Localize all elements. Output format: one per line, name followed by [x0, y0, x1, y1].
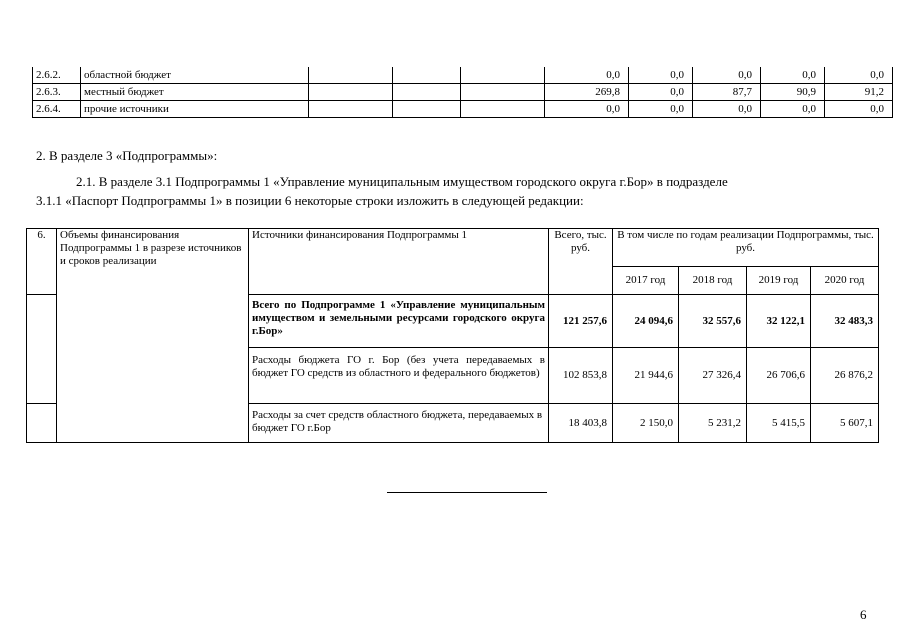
table-row: [33, 84, 893, 101]
year-header: 2019 год: [747, 267, 811, 295]
cell-value: 0,0: [629, 67, 693, 84]
row-label: областной бюджет: [81, 67, 309, 84]
section-heading: 2. В разделе 3 «Подпрограммы»:: [36, 148, 218, 163]
cell-total: 121 257,6: [549, 295, 613, 348]
subsection-text-line-1: 2.1. В разделе 3.1 Подпрограммы 1 «Управление муниципальным имуществом городского округа г.Бор» в подразделе: [76, 174, 728, 189]
row-label-regional: Расходы за счет средств областного бюджета, передаваемых в бюджет ГО г.Бор: [249, 404, 549, 443]
cell-value: 5 231,2: [679, 404, 747, 443]
cell-value: 0,0: [825, 67, 893, 84]
cell-value: 90,9: [761, 84, 825, 101]
row-label: местный бюджет: [81, 84, 309, 101]
page-number: 6: [860, 607, 867, 622]
row-code: 2.6.3.: [33, 84, 81, 101]
cell-value: 2 150,0: [613, 404, 679, 443]
cell-value: 21 944,6: [613, 348, 679, 404]
row-code: 2.6.2.: [33, 67, 81, 84]
cell-value: 0,0: [761, 67, 825, 84]
row-label-total: Всего по Подпрограмме 1 «Управление муниципальным имуществом и земельными ресурсами городского округа г.Бор»: [249, 295, 549, 348]
cell-total: 18 403,8: [549, 404, 613, 443]
passport-financing-table: [26, 228, 879, 443]
cell-value: 0,0: [545, 67, 629, 84]
cell-value: 87,7: [693, 84, 761, 101]
row-label-local: Расходы бюджета ГО г. Бор (без учета передаваемых в бюджет ГО средств из областного и федерального бюджетов): [249, 348, 549, 404]
subsection-text-line-2: 3.1.1 «Паспорт Подпрограммы 1» в позиции 6 некоторые строки изложить в следующей редакции:: [36, 193, 584, 208]
cell-value: 26 876,2: [811, 348, 879, 404]
cell-value: 32 557,6: [679, 295, 747, 348]
year-header: 2020 год: [811, 267, 879, 295]
cell-value: 269,8: [545, 84, 629, 101]
table-row: [33, 67, 893, 84]
cell-value: 0,0: [545, 101, 629, 118]
cell-value: 32 122,1: [747, 295, 811, 348]
cell-value: 0,0: [825, 101, 893, 118]
table-row: [27, 229, 879, 267]
cell-value: 0,0: [693, 67, 761, 84]
cell-value: 24 094,6: [613, 295, 679, 348]
cell-value: 5 415,5: [747, 404, 811, 443]
row-code: 2.6.4.: [33, 101, 81, 118]
col1-header: Объемы финансирования Подпрограммы 1 в разрезе источников и сроков реализации: [57, 229, 249, 443]
year-header: 2017 год: [613, 267, 679, 295]
financing-fragment-table: [32, 67, 893, 118]
cell-value: 0,0: [761, 101, 825, 118]
cell-total: 102 853,8: [549, 348, 613, 404]
table-row: [33, 101, 893, 118]
row-number: 6.: [27, 229, 57, 295]
cell-value: 0,0: [629, 84, 693, 101]
cell-value: 0,0: [693, 101, 761, 118]
total-header: Всего, тыс. руб.: [549, 229, 613, 295]
cell-value: 32 483,3: [811, 295, 879, 348]
cell-value: 26 706,6: [747, 348, 811, 404]
col2-header: Источники финансирования Подпрограммы 1: [249, 229, 549, 295]
years-header: В том числе по годам реализации Подпрограммы, тыс. руб.: [613, 229, 879, 267]
cell-value: 91,2: [825, 84, 893, 101]
cell-value: 0,0: [629, 101, 693, 118]
row-label: прочие источники: [81, 101, 309, 118]
cell-value: 27 326,4: [679, 348, 747, 404]
year-header: 2018 год: [679, 267, 747, 295]
separator-line: [387, 492, 547, 493]
cell-value: 5 607,1: [811, 404, 879, 443]
